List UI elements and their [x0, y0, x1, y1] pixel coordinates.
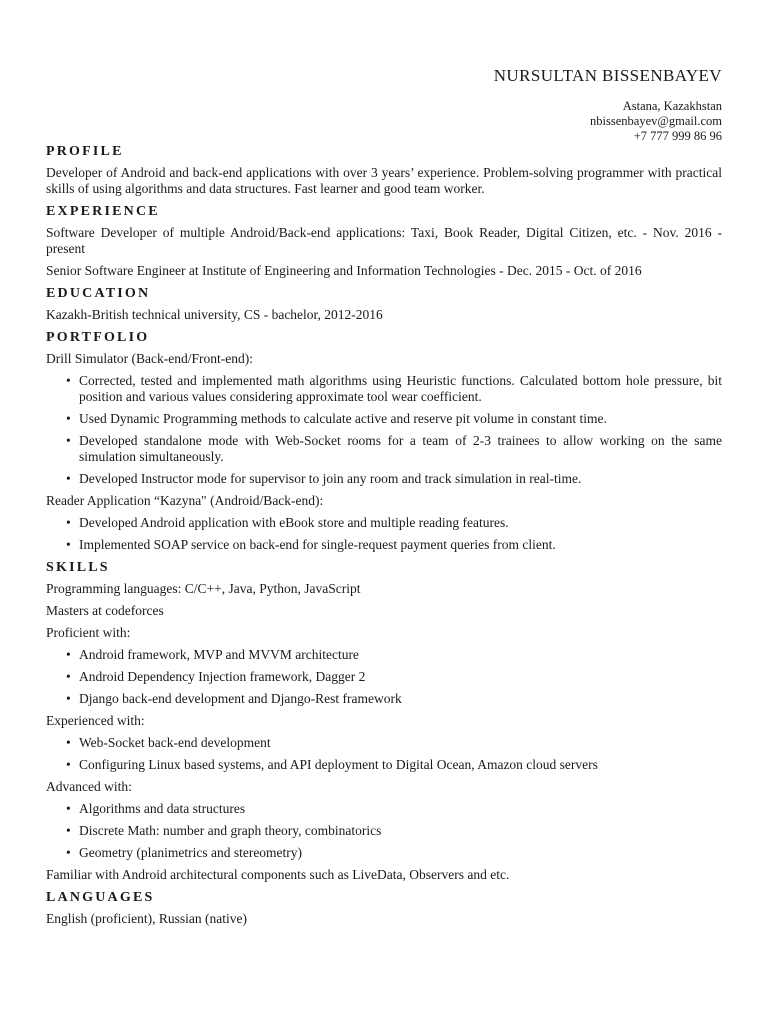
bullet-icon: •	[66, 471, 71, 486]
bullet-icon: •	[66, 735, 71, 750]
section-title-profile: PROFILE	[46, 144, 124, 159]
education-section	[46, 285, 722, 323]
list-item	[46, 515, 722, 531]
list-item	[46, 691, 722, 707]
list-item-text: Used Dynamic Programming methods to calculate active and reserve pit volume in constant time.	[79, 411, 607, 426]
languages-section	[46, 889, 722, 927]
skill-bullets	[46, 735, 722, 773]
codeforces-rank: Masters at codeforces	[46, 603, 164, 618]
list-item-text: Android framework, MVP and MVVM architecture	[79, 647, 359, 662]
section-title-education: EDUCATION	[46, 286, 151, 301]
list-item-text: Implemented SOAP service on back-end for single-request payment queries from client.	[79, 537, 556, 552]
experience-item: Software Developer of multiple Android/Back-end applications: Taxi, Book Reader, Digital Citizen, etc. - Nov. 2016 - present	[46, 225, 722, 256]
list-item	[46, 373, 722, 405]
list-item	[46, 669, 722, 685]
list-item-text: Configuring Linux based systems, and API deployment to Digital Ocean, Amazon cloud servers	[79, 757, 598, 772]
list-item	[46, 801, 722, 817]
list-item	[46, 537, 722, 553]
project-name: Reader Application “Kazyna" (Android/Back-end):	[46, 493, 324, 508]
list-item-text: Developed standalone mode with Web-Socket rooms for a team of 2-3 trainees to allow working on the same simulation simultaneously.	[79, 433, 722, 464]
list-item-text: Corrected, tested and implemented math algorithms using Heuristic functions. Calculated bottom hole pressure, bit position and various values considering approximate tool wear coefficient.	[79, 373, 722, 404]
bullet-icon: •	[66, 433, 71, 448]
skill-group-label: Experienced with:	[46, 713, 145, 728]
location: Astana, Kazakhstan	[622, 99, 722, 113]
email: nbissenbayev@gmail.com	[590, 114, 722, 128]
list-item-text: Developed Instructor mode for supervisor to join any room and track simulation in real-time.	[79, 471, 582, 486]
skills-section	[46, 559, 722, 883]
list-item-text: Discrete Math: number and graph theory, combinatorics	[79, 823, 382, 838]
bullet-icon: •	[66, 691, 71, 706]
list-item	[46, 433, 722, 465]
list-item-text: Developed Android application with eBook store and multiple reading features.	[79, 515, 509, 530]
list-item	[46, 735, 722, 751]
experience-item: Senior Software Engineer at Institute of Engineering and Information Technologies - Dec. 2015 - Oct. of 2016	[46, 263, 642, 278]
experience-section	[46, 203, 722, 279]
list-item-text: Web-Socket back-end development	[79, 735, 271, 750]
contact-block	[590, 99, 722, 144]
list-item	[46, 471, 722, 487]
section-title-portfolio: PORTFOLIO	[46, 330, 150, 345]
languages-text: English (proficient), Russian (native)	[46, 911, 247, 926]
familiar-with: Familiar with Android architectural components such as LiveData, Observers and etc.	[46, 867, 510, 882]
section-title-languages: LANGUAGES	[46, 890, 155, 905]
list-item-text: Algorithms and data structures	[79, 801, 246, 816]
section-title-experience: EXPERIENCE	[46, 204, 160, 219]
skill-group-label: Advanced with:	[46, 779, 132, 794]
list-item-text: Django back-end development and Django-Rest framework	[79, 691, 402, 706]
bullet-icon: •	[66, 515, 71, 530]
bullet-icon: •	[66, 411, 71, 426]
bullet-icon: •	[66, 845, 71, 860]
section-title-skills: SKILLS	[46, 560, 110, 575]
list-item	[46, 823, 722, 839]
bullet-icon: •	[66, 757, 71, 772]
list-item-text: Geometry (planimetrics and stereometry)	[79, 845, 303, 860]
list-item	[46, 411, 722, 427]
bullet-icon: •	[66, 373, 71, 388]
list-item	[46, 647, 722, 663]
project-bullets	[46, 373, 722, 487]
portfolio-section	[46, 329, 722, 553]
skill-bullets	[46, 801, 722, 861]
phone: +7 777 999 86 96	[633, 129, 722, 143]
bullet-icon: •	[66, 823, 71, 838]
bullet-icon: •	[66, 669, 71, 684]
candidate-name: NURSULTAN BISSENBAYEV	[493, 66, 722, 85]
project-name: Drill Simulator (Back-end/Front-end):	[46, 351, 253, 366]
bullet-icon: •	[66, 647, 71, 662]
programming-languages: Programming languages: C/C++, Java, Python, JavaScript	[46, 581, 361, 596]
profile-section	[46, 143, 722, 197]
list-item	[46, 845, 722, 861]
resume-content	[46, 143, 722, 933]
list-item	[46, 757, 722, 773]
profile-text: Developer of Android and back-end applications with over 3 years’ experience. Problem-solving programmer with practical skills of using algorithms and data structures. Fast learner and good team worker.	[46, 165, 722, 196]
bullet-icon: •	[66, 537, 71, 552]
project-bullets	[46, 515, 722, 553]
list-item-text: Android Dependency Injection framework, Dagger 2	[79, 669, 366, 684]
bullet-icon: •	[66, 801, 71, 816]
skill-bullets	[46, 647, 722, 707]
education-item: Kazakh-British technical university, CS - bachelor, 2012-2016	[46, 307, 383, 322]
skill-group-label: Proficient with:	[46, 625, 131, 640]
